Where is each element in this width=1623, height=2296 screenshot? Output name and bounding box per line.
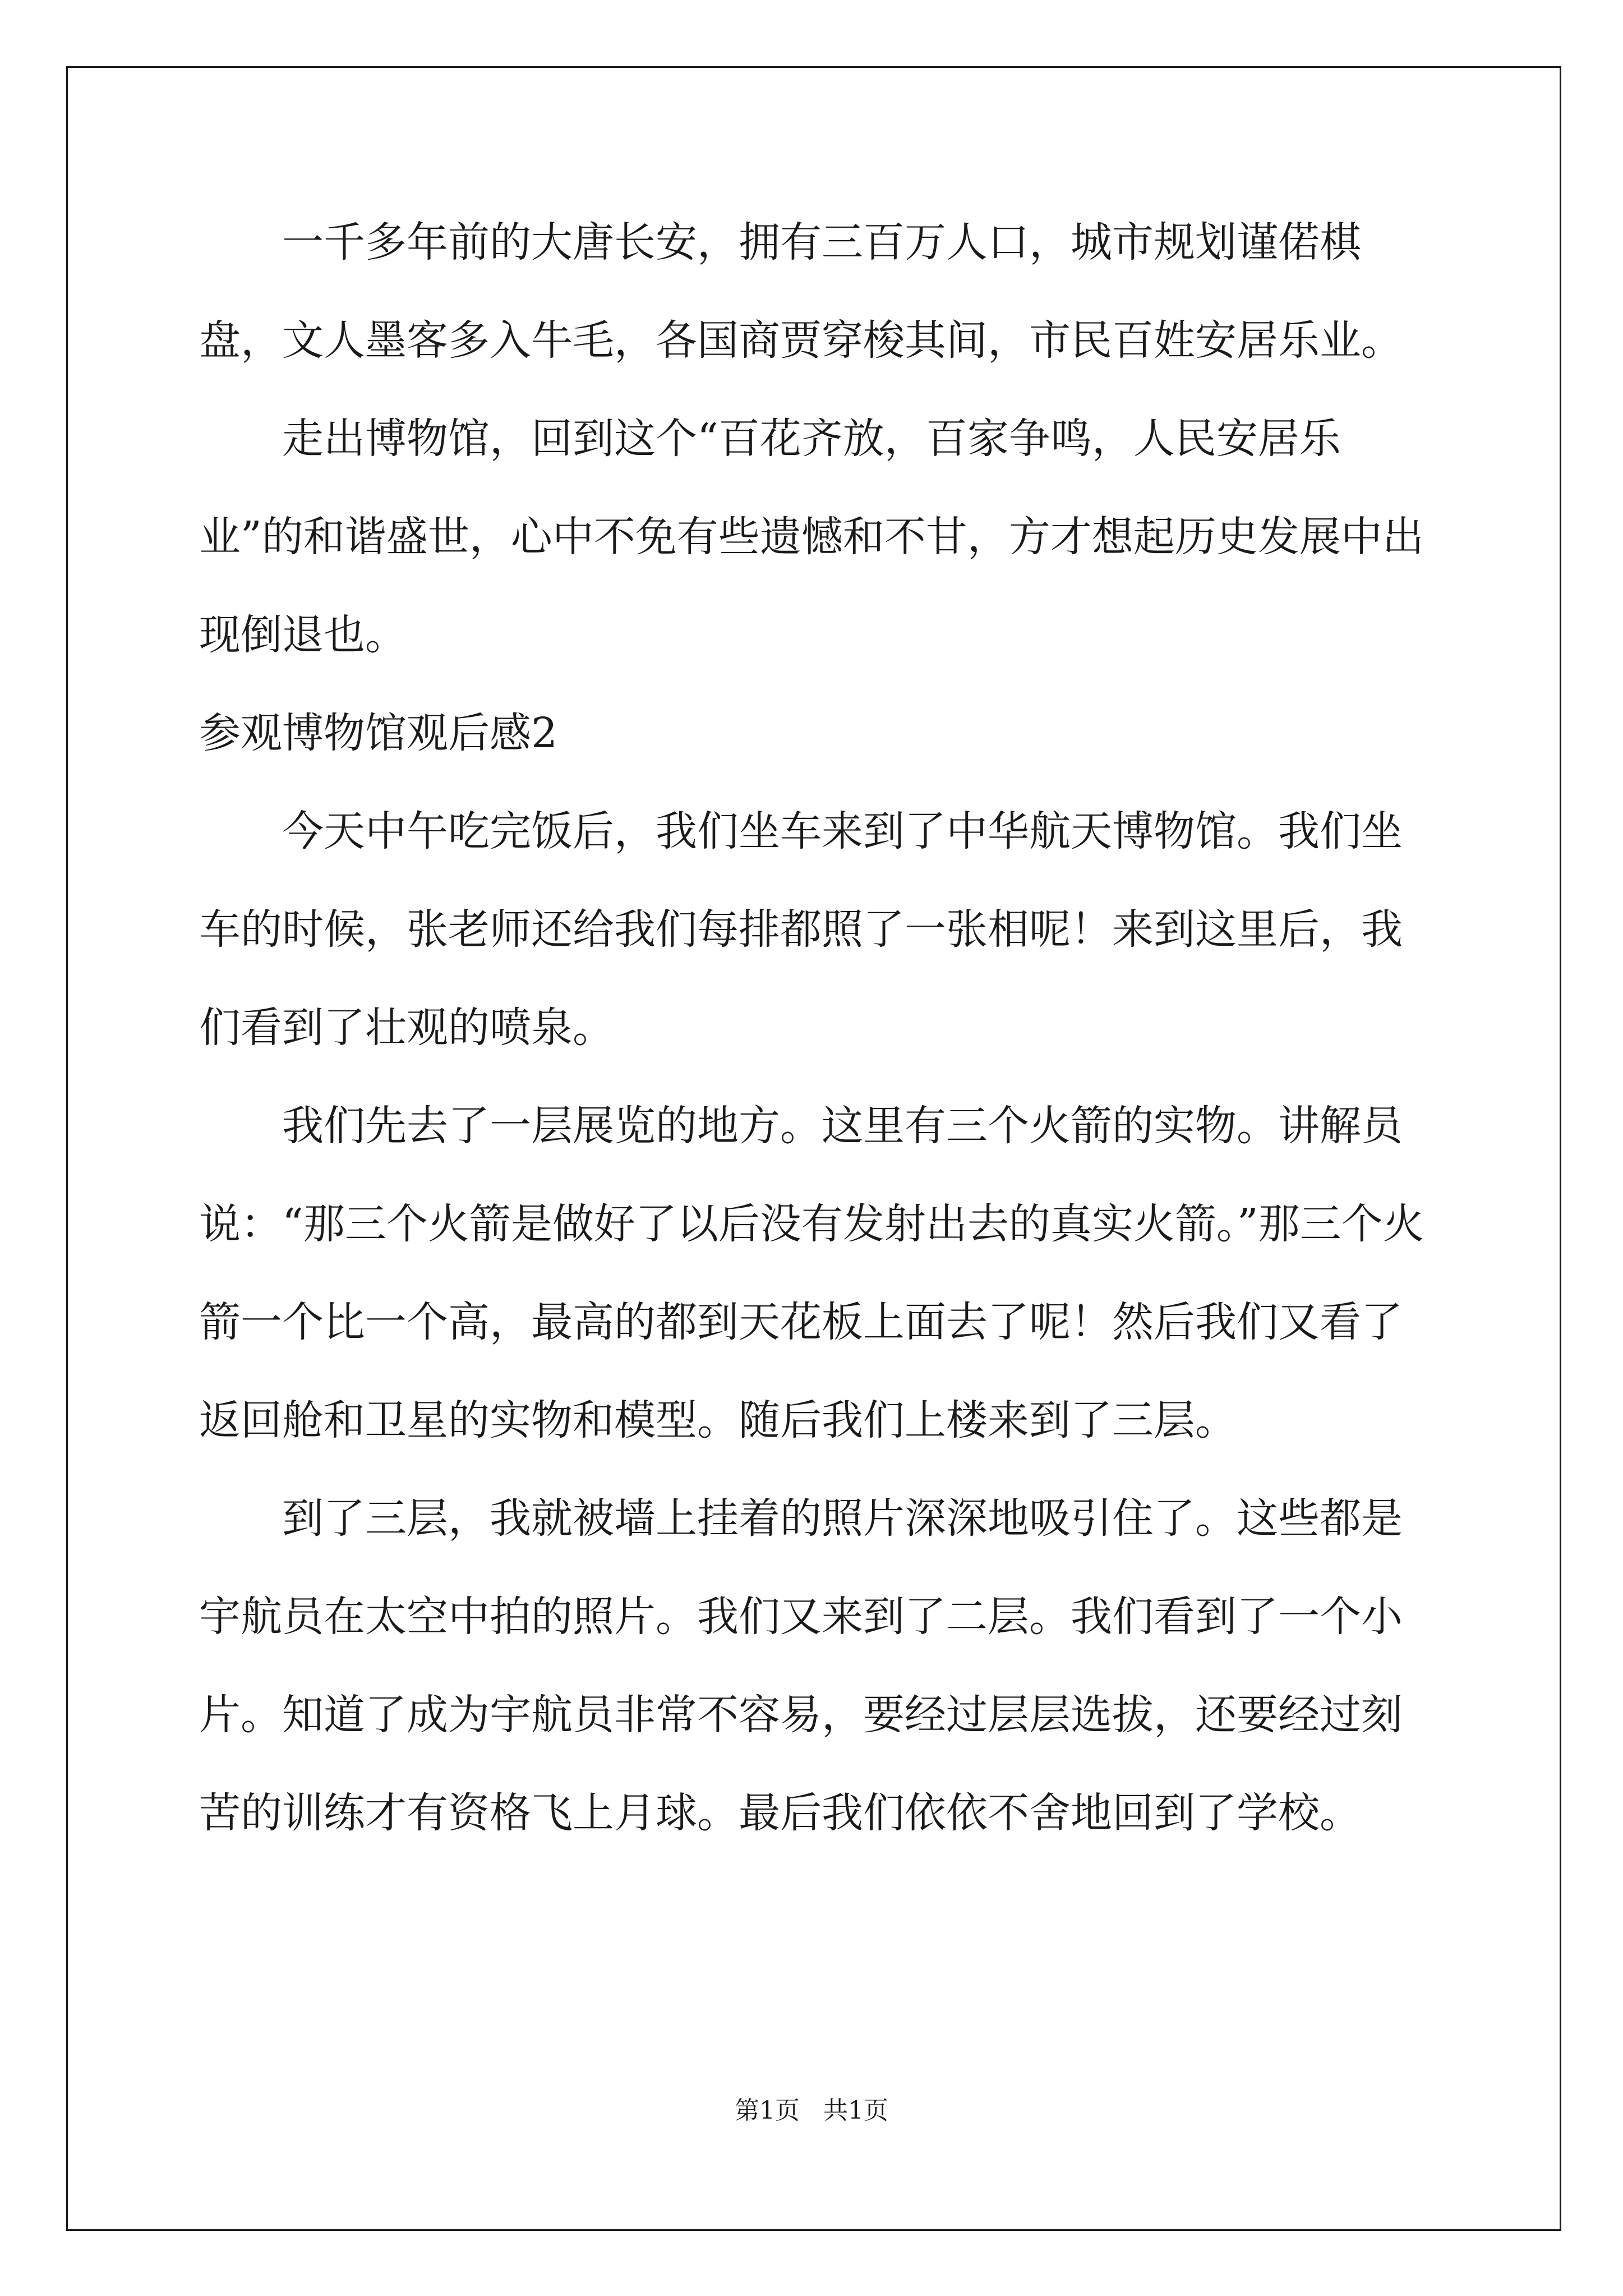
paragraph: 今天中午吃完饭后，我们坐车来到了中华航天博物馆。我们坐车的时候，张老师还给我们每排都照了一张相呢！来到这里后，我们看到了壮观的喷泉。 bbox=[199, 807, 1403, 1052]
paragraph: 走出博物馆，回到这个“百花齐放，百家争鸣，人民安居乐业”的和谐盛世，心中不免有些遗憾和不甘，方才想起历史发展中出现倒退也。 bbox=[199, 415, 1424, 659]
paragraph: 一千多年前的大唐长安，拥有三百万人口，城市规划谨偌棋盘，文人墨客多入牛毛，各国商贾穿梭其间，市民百姓安居乐业。 bbox=[199, 218, 1403, 365]
paragraph: 到了三层，我就被墙上挂着的照片深深地吸引住了。这些都是宇航员在太空中拍的照片。我们又来到了二层。我们看到了一个小片。知道了成为宇航员非常不容易，要经过层层选拔，还要经过刻苦的训练才有资格飞上月球。最后我们依依不舍地回到了学校。 bbox=[199, 1494, 1403, 1837]
section-heading: 参观博物馆观后感2 bbox=[199, 709, 558, 757]
document-body bbox=[199, 194, 1433, 1862]
paragraph: 我们先去了一层展览的地方。这里有三个火箭的实物。讲解员说：“那三个火箭是做好了以后没有发射出去的真实火箭。”那三个火箭一个比一个高，最高的都到天花板上面去了呢！然后我们又看了返回舱和卫星的实物和模型。随后我们上楼来到了三层。 bbox=[199, 1102, 1424, 1444]
page-number-footer: 第1页 共1页 bbox=[735, 2096, 888, 2125]
